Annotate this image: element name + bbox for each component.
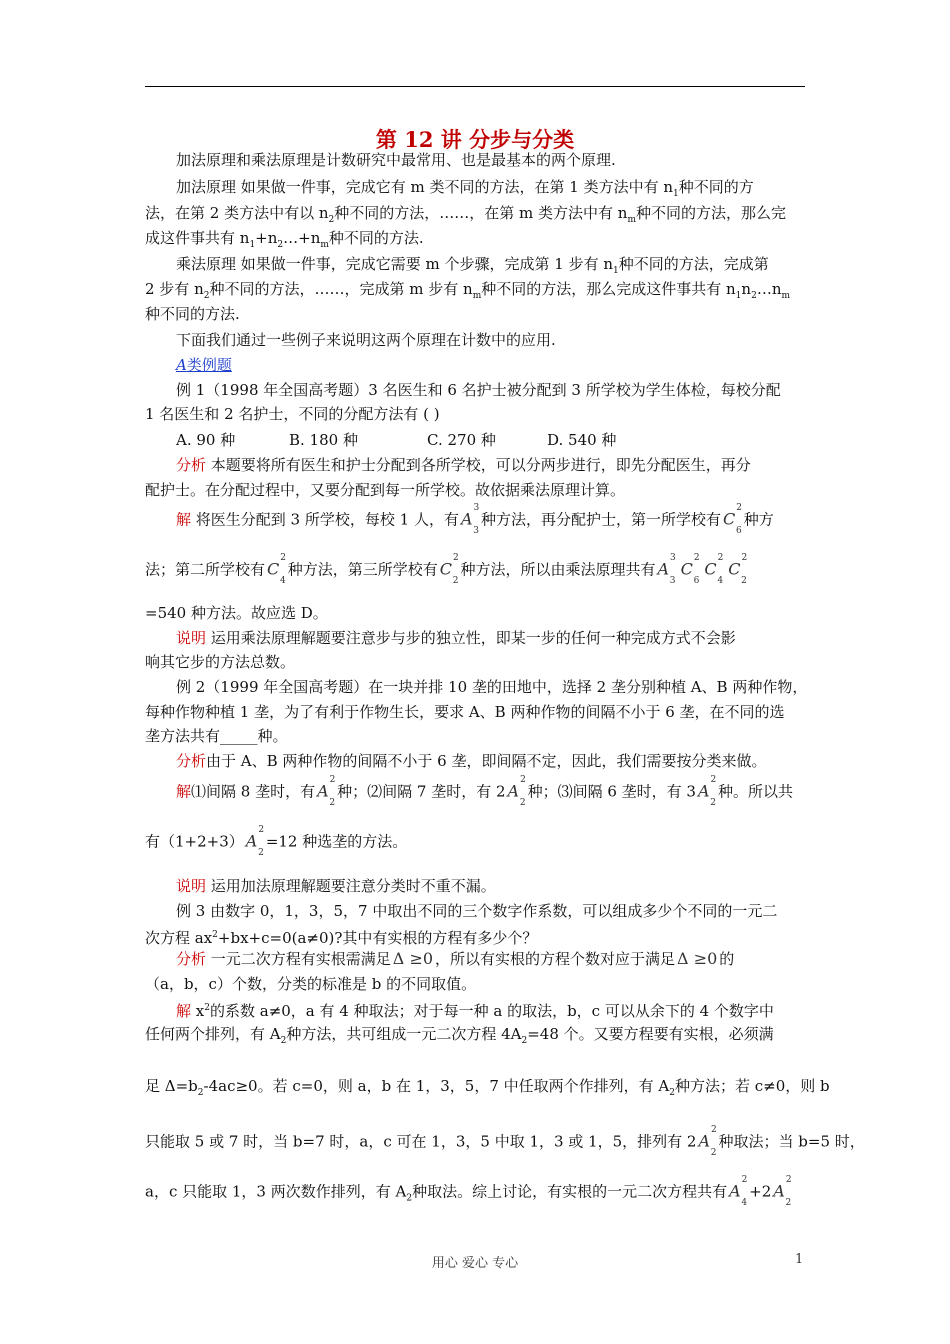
ex3-solution-4: 只能取 5 或 7 时，当 b=7 时，a，c 可在 1，3，5 中取 1，3 或 1，5，排列有 2 $A^2_2$种取法；当 b=5 时， <box>145 1125 865 1158</box>
intro-text: 加法原理和乘法原理是计数研究中最常用、也是最基本的两个原理. <box>176 151 616 169</box>
add-principle-line-1: 加法原理 如果做一件事，完成它有 m 类不同的方法，在第 1 类方法中有 $n_1$种不同的方 <box>176 178 754 199</box>
ex2-analysis: 分析由于 A、B 两种作物的间隔不小于 6 垄，即间隔不定，因此，我们需要按分类来做。 <box>176 752 767 770</box>
ex2-question-2: 每种作物种植 1 垄，为了有利于作物生长，要求 A、B 两种作物的间隔不小于 6 垄，在不同的选 <box>145 703 785 721</box>
ex3-analysis-1: 分析 一元二次方程有实根需满足 Δ ≥0 ，所以有实根的方程个数对应于满足 Δ ≥0 的 <box>176 949 735 968</box>
ex3-solution-5: a，c 只能取 1，3 两次数作排列，有 $A_2$种取法。综上讨论，有实根的一元二次方程共有 $A^2_4+2$ $A^2_2$ <box>145 1175 792 1208</box>
ex1-analysis-1: 分析 本题要将所有医生和护士分配到各所学校，可以分两步进行，即先分配医生，再分 <box>176 456 751 474</box>
ex3-solution-2: 任何两个排列，有 $A_2$种方法，共可组成一元二次方程 $4A_2=48$ 个。又要方程要有实根，必须满 <box>145 1025 774 1046</box>
mul-principle-line-1: 乘法原理 如果做一件事，完成它需要 m 个步骤，完成第 1 步有 $n_1$种不同的方法，完成第 <box>176 255 769 276</box>
section-a-link[interactable]: A类例题 <box>176 356 232 374</box>
ex2-question-1: 例 2（1999 年全国高考题）在一块并排 10 垄的田地中，选择 2 垄分别种植 A、B 两种作物， <box>176 678 808 696</box>
ex1-note-1: 说明 运用乘法原理解题要注意步与步的独立性，即某一步的任何一种完成方式不会影 <box>176 629 736 647</box>
ex1-solution-3: =540 种方法。故应选 D。 <box>145 604 328 622</box>
ex1-option-c: C. 270 种 <box>427 431 496 449</box>
add-principle-line-3: 成这件事共有 $n_1+n_2\dots+n_m$种不同的方法. <box>145 229 424 250</box>
ex1-option-a: A. 90 种 <box>176 431 236 449</box>
ex1-question-2: 1 名医生和 2 名护士，不同的分配方法有 ( ) <box>145 405 440 423</box>
page-footer: 用心 爱心 专心 <box>431 1256 519 1271</box>
ex3-question-2: 次方程 $ax^2+bx+c=0(a\ne 0)$?其中有实根的方程有多少个？ <box>145 929 538 947</box>
ex1-note-2: 响其它步的方法总数。 <box>145 653 296 671</box>
ex2-solution-2: 有（1+2+3） $A^2_2=12$ 种选垄的方法。 <box>145 825 408 858</box>
lead-text: 下面我们通过一些例子来说明这两个原理在计数中的应用. <box>176 331 556 349</box>
ex1-question-1: 例 1（1998 年全国高考题）3 名医生和 6 名护士被分配到 3 所学校为学生体检，每校分配 <box>176 381 781 399</box>
header-rule <box>145 86 805 87</box>
ex2-note: 说明 运用加法原理解题要注意分类时不重不漏。 <box>176 877 496 895</box>
ex1-analysis-2: 配护士。在分配过程中，又要分配到每一所学校。故依据乘法原理计算。 <box>145 481 626 499</box>
ex3-solution-3: 足 $\Delta=b_2-4ac\ge 0$。若 c=0，则 a，b 在 1，3，5，7 中任取两个作排列，有 $A_2$种方法；若 c≠0，则 b <box>145 1077 830 1098</box>
page-number: 1 <box>795 1252 804 1267</box>
ex2-question-3: 垄方法共有_____种。 <box>145 727 288 745</box>
ex3-analysis-2: （a，b，c）个数，分类的标准是 b 的不同取值。 <box>145 975 477 993</box>
ex1-solution-2: 法；第二所学校有 $C^2_4$种方法，第三所学校有 $C^2_2$种方法，所以由乘法原理共有 $A^3_3$ $C^2_6$ $C^2_4$ $C^2_2$ <box>145 553 748 586</box>
ex1-option-b: B. 180 种 <box>289 431 358 449</box>
mul-principle-line-3: 种不同的方法. <box>145 305 240 323</box>
ex3-solution-1: 解 $x^2$的系数 a≠0，a 有 4 种取法；对于每一种 a 的取法，b，c 可以从余下的 4 个数字中 <box>176 1002 774 1020</box>
page-title: 第 12 讲 分步与分类 <box>375 127 575 152</box>
ex2-solution-1: 解⑴间隔 8 垄时，有 $A^2_2$种；⑵间隔 7 垄时，有 2 $A^2_2$种；⑶间隔 6 垄时，有 3 $A^2_2$种。所以共 <box>176 775 794 808</box>
add-principle-line-2: 法，在第 2 类方法中有以 $n_2$种不同的方法，……，在第 m 类方法中有 $n_m$种不同的方法，那么完 <box>145 204 787 225</box>
mul-principle-line-2: 2 步有 $n_2$种不同的方法，……，完成第 m 步有 $n_m$种不同的方法，那么完成这件事共有 $n_1n_2\dots n_m$ <box>145 280 791 301</box>
ex1-option-d: D. 540 种 <box>547 431 617 449</box>
ex1-solution-1: 解 将医生分配到 3 所学校，每校 1 人，有 $A^3_3$种方法，再分配护士，第一所学校有 $C^2_6$种方 <box>176 503 774 536</box>
ex3-question-1: 例 3 由数字 0，1，3，5，7 中取出不同的三个数字作系数，可以组成多少个不同的一元二 <box>176 902 778 920</box>
